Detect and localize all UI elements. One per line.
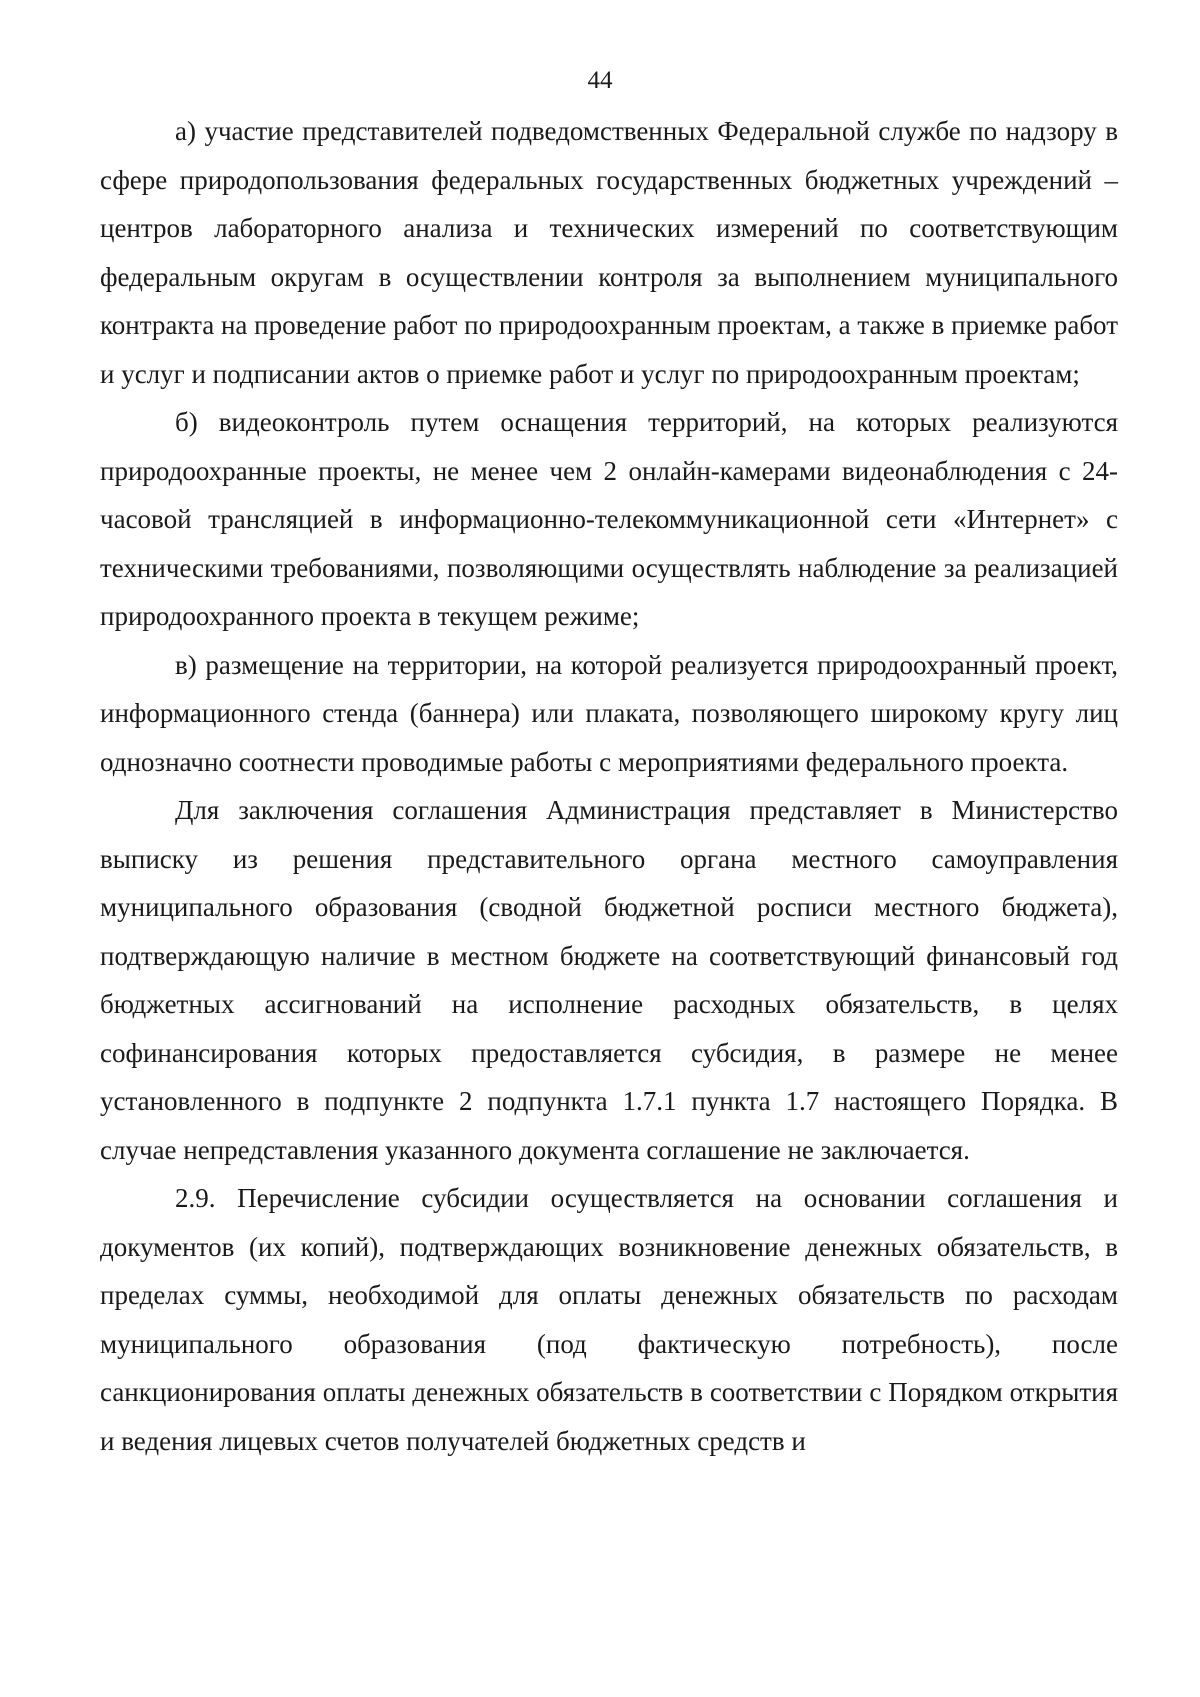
paragraph-2-9-subsidy-transfer: 2.9. Перечисление субсидии осуществляется на основании соглашения и документов (их копий), подтверждающих возникновение денежных обязательств, в пределах суммы, необходимой для оплаты денежных обязательств по расходам муниципального образования (под фактическую потребность), после санкционирования оплаты денежных обязательств в соответствии с Порядком открытия и ведения лицевых счетов получателей бюджетных средств и bbox=[100, 1183, 1118, 1456]
paragraph-c-info-stand: в) размещение на территории, на которой реализуется природоохранный проект, информационного стенда (баннера) или плаката, позволяющего широкому кругу лиц однозначно соотнести проводимые работы с мероприятиями федерального проекта. bbox=[100, 649, 1118, 777]
paragraph-a-monitoring-participation: а) участие представителей подведомственных Федеральной службе по надзору в сфере природопользования федеральных государственных бюджетных учреждений – центров лабораторного анализа и технических измерений по соответствующим федеральным округам в осуществлении контроля за выполнением муниципального контракта на проведение работ по природоохранным проектам, а также в приемке работ и услуг и подписании актов о приемке работ и услуг по природоохранным проектам; bbox=[100, 116, 1118, 389]
paragraph-b-video-control: б) видеоконтроль путем оснащения территорий, на которых реализуются природоохранные проекты, не менее чем 2 онлайн-камерами видеонаблюдения с 24-часовой трансляцией в информационно-телекоммуникационной сети «Интернет» с техническими требованиями, позволяющими осуществлять наблюдение за реализацией природоохранного проекта в текущем режиме; bbox=[100, 407, 1118, 631]
document-body bbox=[100, 107, 1118, 1465]
paragraph-agreement-requirements: Для заключения соглашения Администрация представляет в Министерство выписку из решения представительного органа местного самоуправления муниципального образования (сводной бюджетной росписи местного бюджета), подтверждающую наличие в местном бюджете на соответствующий финансовый год бюджетных ассигнований на исполнение расходных обязательств, в целях софинансирования которых предоставляется субсидия, в размере не менее установленного в подпункте 2 подпункта 1.7.1 пункта 1.7 настоящего Порядка. В случае непредставления указанного документа соглашение не заключается. bbox=[100, 795, 1118, 1165]
page-number: 44 bbox=[587, 67, 613, 94]
